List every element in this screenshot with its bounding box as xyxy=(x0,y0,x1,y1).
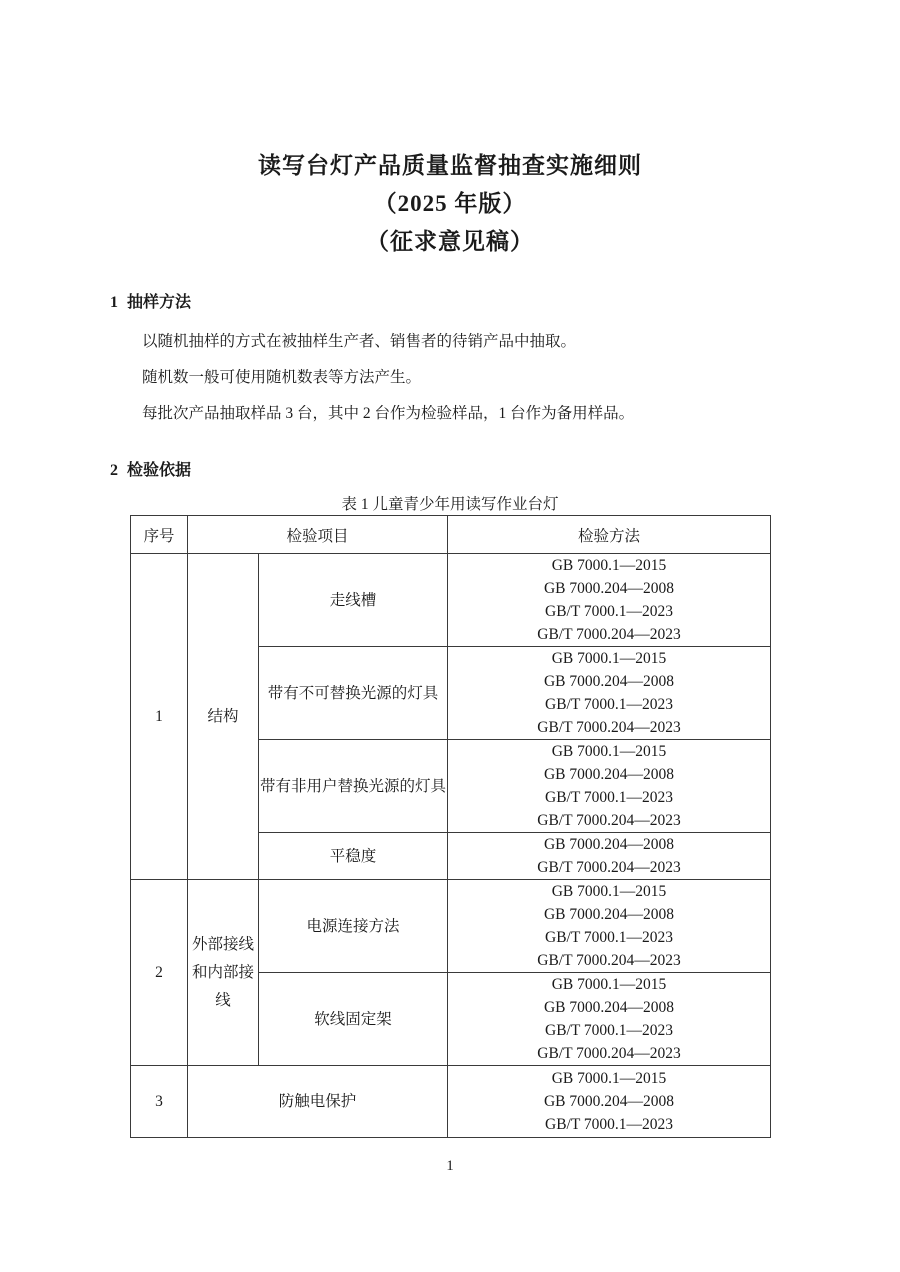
table-row xyxy=(131,554,771,647)
method-line: GB 7000.204—2008 xyxy=(543,673,675,690)
category-cell: 外部接线和内部接线 xyxy=(188,880,259,1066)
inspection-table xyxy=(130,515,771,1138)
section-2-heading xyxy=(110,460,900,482)
method-line: GB 7000.204—2008 xyxy=(543,836,675,853)
header-method: 检验方法 xyxy=(448,516,771,554)
methods-cell xyxy=(448,833,771,880)
method-line: GB 7000.204—2008 xyxy=(543,906,675,923)
section-1-heading xyxy=(110,292,900,314)
methods-cell xyxy=(448,740,771,833)
method-line: GB/T 7000.204—2023 xyxy=(537,952,681,969)
method-line: GB 7000.204—2008 xyxy=(543,580,675,597)
paragraph: 以随机抽样的方式在被抽样生产者、销售者的待销产品中抽取。 xyxy=(142,333,577,350)
item-cell: 平稳度 xyxy=(259,833,448,880)
method-line: GB/T 7000.1—2023 xyxy=(545,696,674,713)
method-line: GB 7000.1—2015 xyxy=(551,1070,667,1087)
table-row xyxy=(131,880,771,973)
seq-cell: 3 xyxy=(131,1066,188,1138)
header-item: 检验项目 xyxy=(188,516,448,554)
section-1-body xyxy=(142,324,900,432)
paragraph: 每批次产品抽取样品 3 台，其中 2 台作为检验样品，1 台作为备用样品。 xyxy=(142,405,635,422)
methods-cell xyxy=(448,554,771,647)
title-line-2: （2025 年版） xyxy=(373,191,527,216)
page-number: 1 xyxy=(446,1158,454,1174)
method-line: GB/T 7000.204—2023 xyxy=(537,719,681,736)
method-line: GB/T 7000.1—2023 xyxy=(545,603,674,620)
paragraph: 随机数一般可使用随机数表等方法产生。 xyxy=(142,369,422,386)
item-cell: 电源连接方法 xyxy=(259,880,448,973)
title-line-3: （征求意见稿） xyxy=(366,229,534,254)
table-caption: 表 1 儿童青少年用读写作业台灯 xyxy=(341,496,559,513)
method-line: GB/T 7000.204—2023 xyxy=(537,812,681,829)
methods-cell xyxy=(448,973,771,1066)
method-line: GB/T 7000.204—2023 xyxy=(537,859,681,876)
seq-cell: 1 xyxy=(131,554,188,880)
method-line: GB/T 7000.1—2023 xyxy=(545,1116,674,1133)
methods-cell xyxy=(448,880,771,973)
section-1-number: 1 xyxy=(110,294,118,311)
document-title xyxy=(0,0,900,261)
item-cell: 带有不可替换光源的灯具 xyxy=(259,647,448,740)
item-cell: 带有非用户替换光源的灯具 xyxy=(259,740,448,833)
method-line: GB/T 7000.1—2023 xyxy=(545,929,674,946)
method-line: GB 7000.1—2015 xyxy=(551,976,667,993)
method-line: GB 7000.1—2015 xyxy=(551,883,667,900)
section-2-number: 2 xyxy=(110,462,118,479)
item-cell: 软线固定架 xyxy=(259,973,448,1066)
method-line: GB 7000.204—2008 xyxy=(543,1093,675,1110)
method-line: GB/T 7000.1—2023 xyxy=(545,1022,674,1039)
header-seq: 序号 xyxy=(131,516,188,554)
category-cell: 结构 xyxy=(188,554,259,880)
method-line: GB 7000.1—2015 xyxy=(551,650,667,667)
method-line: GB/T 7000.1—2023 xyxy=(545,789,674,806)
section-1-title: 抽样方法 xyxy=(127,294,192,311)
method-line: GB 7000.1—2015 xyxy=(551,557,667,574)
table-header-row xyxy=(131,516,771,554)
method-line: GB 7000.204—2008 xyxy=(543,999,675,1016)
methods-cell xyxy=(448,647,771,740)
method-line: GB/T 7000.204—2023 xyxy=(537,1045,681,1062)
title-line-1: 读写台灯产品质量监督抽查实施细则 xyxy=(258,153,642,178)
section-2-title: 检验依据 xyxy=(127,462,192,479)
item-cell: 走线槽 xyxy=(259,554,448,647)
method-line: GB 7000.204—2008 xyxy=(543,766,675,783)
method-line: GB 7000.1—2015 xyxy=(551,743,667,760)
seq-cell: 2 xyxy=(131,880,188,1066)
methods-cell xyxy=(448,1066,771,1138)
method-line: GB/T 7000.204—2023 xyxy=(537,626,681,643)
item-cell: 防触电保护 xyxy=(188,1066,448,1138)
table-row xyxy=(131,1066,771,1138)
